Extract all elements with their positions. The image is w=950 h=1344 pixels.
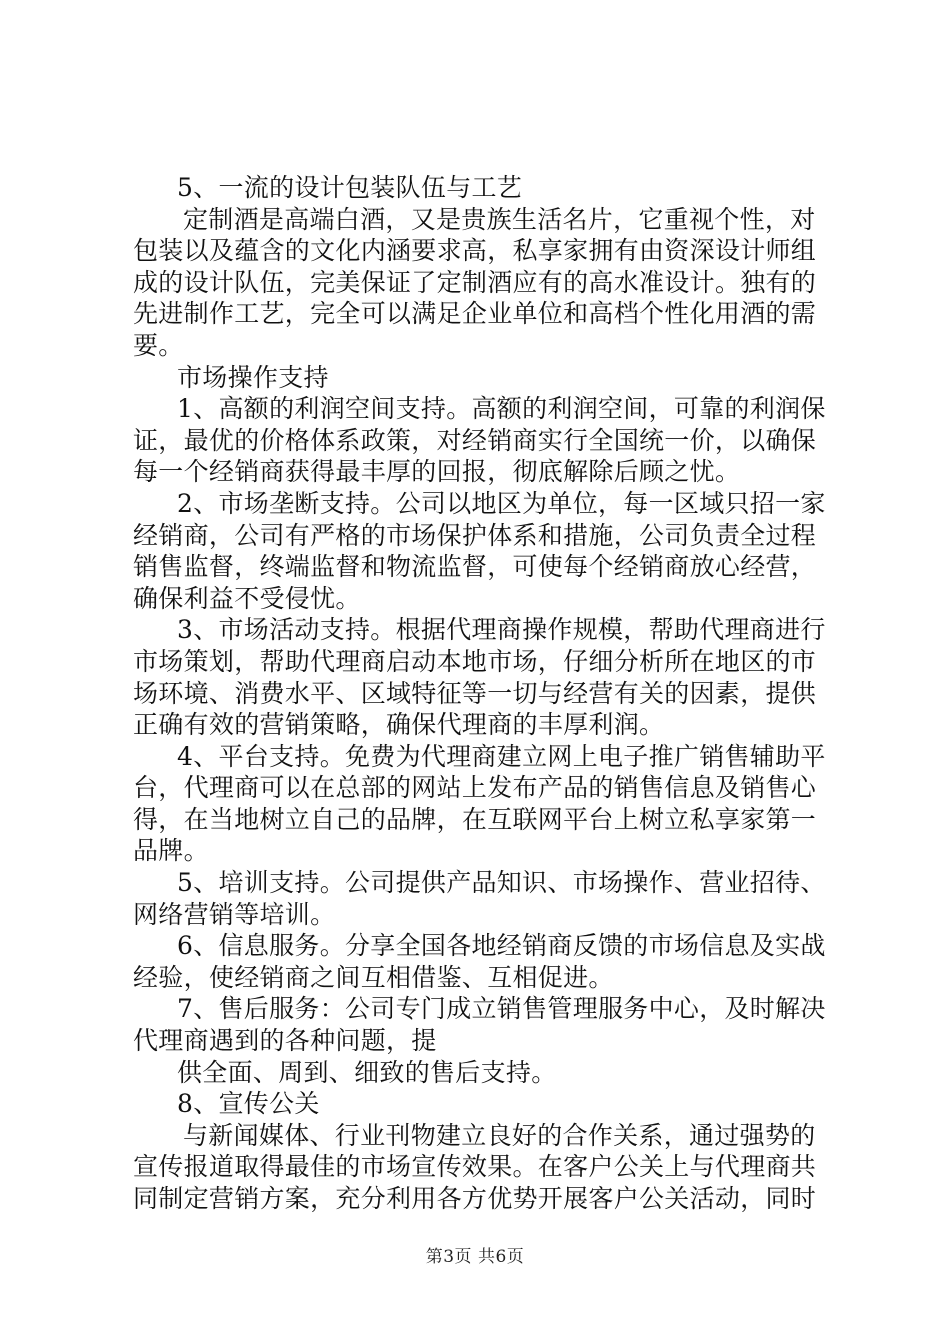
paragraph-line: 要。 <box>133 330 184 360</box>
paragraph-line: 6、信息服务。分享全国各地经销商反馈的市场信息及实战 <box>177 931 826 961</box>
paragraph-line: 得，在当地树立自己的品牌，在互联网平台上树立私享家第一 <box>133 804 817 834</box>
section-heading: 5、一流的设计包装队伍与工艺 <box>177 173 523 202</box>
paragraph-line: 5、培训支持。公司提供产品知识、市场操作、营业招待、 <box>177 868 826 898</box>
section-heading: 8、宣传公关 <box>177 1089 320 1119</box>
paragraph-line: 2、市场垄断支持。公司以地区为单位，每一区域只招一家 <box>177 488 826 518</box>
paragraph-line: 3、市场活动支持。根据代理商操作规模，帮助代理商进行 <box>177 615 826 645</box>
paragraph-line: 场环境、消费水平、区域特征等一切与经营有关的因素，提供 <box>133 678 817 708</box>
section-heading: 市场操作支持 <box>177 362 329 392</box>
paragraph-line: 销售监督，终端监督和物流监督，可使每个经销商放心经营， <box>133 552 817 582</box>
paragraph-line: 7、售后服务：公司专门成立销售管理服务中心，及时解决 <box>177 994 826 1024</box>
paragraph-line: 台，代理商可以在总部的网站上发布产品的销售信息及销售心 <box>133 773 817 803</box>
paragraph-line: 代理商遇到的各种问题，提 <box>133 1026 437 1056</box>
paragraph-line: 宣传报道取得最佳的市场宣传效果。在客户公关上与代理商共 <box>133 1152 817 1182</box>
document-body <box>133 172 833 1215</box>
paragraph-line: 品牌。 <box>133 836 209 866</box>
paragraph-line: 4、平台支持。免费为代理商建立网上电子推广销售辅助平 <box>177 741 826 771</box>
paragraph-line: 经验，使经销商之间互相借鉴、互相促进。 <box>133 962 614 992</box>
paragraph-line: 同制定营销方案，充分利用各方优势开展客户公关活动，同时 <box>133 1184 817 1213</box>
paragraph-line: 供全面、周到、细致的售后支持。 <box>177 1057 557 1087</box>
paragraph-line: 市场策划，帮助代理商启动本地市场，仔细分析所在地区的市 <box>133 646 817 676</box>
paragraph-line: 经销商，公司有严格的市场保护体系和措施，公司负责全过程 <box>133 520 817 550</box>
paragraph-line: 与新闻媒体、行业刊物建立良好的合作关系，通过强势的 <box>183 1120 816 1150</box>
paragraph-line: 确保利益不受侵忧。 <box>133 583 361 613</box>
paragraph-line: 定制酒是高端白酒，又是贵族生活名片，它重视个性，对 <box>183 204 816 234</box>
page-number: 第3页 共6页 <box>425 1247 525 1267</box>
paragraph-line: 1、高额的利润空间支持。高额的利润空间，可靠的利润保 <box>177 394 826 424</box>
paragraph-line: 网络营销等培训。 <box>133 899 336 929</box>
paragraph-line: 每一个经销商获得最丰厚的回报，彻底解除后顾之忧。 <box>133 457 741 487</box>
paragraph-line: 成的设计队伍，完美保证了定制酒应有的高水准设计。独有的 <box>133 267 817 297</box>
paragraph-line: 包装以及蕴含的文化内涵要求高，私享家拥有由资深设计师组 <box>133 236 817 266</box>
paragraph-line: 证，最优的价格体系政策，对经销商实行全国统一价，以确保 <box>133 425 817 455</box>
paragraph-line: 正确有效的营销策略，确保代理商的丰厚利润。 <box>133 710 665 740</box>
paragraph-line: 先进制作工艺，完全可以满足企业单位和高档个性化用酒的需 <box>133 299 817 329</box>
